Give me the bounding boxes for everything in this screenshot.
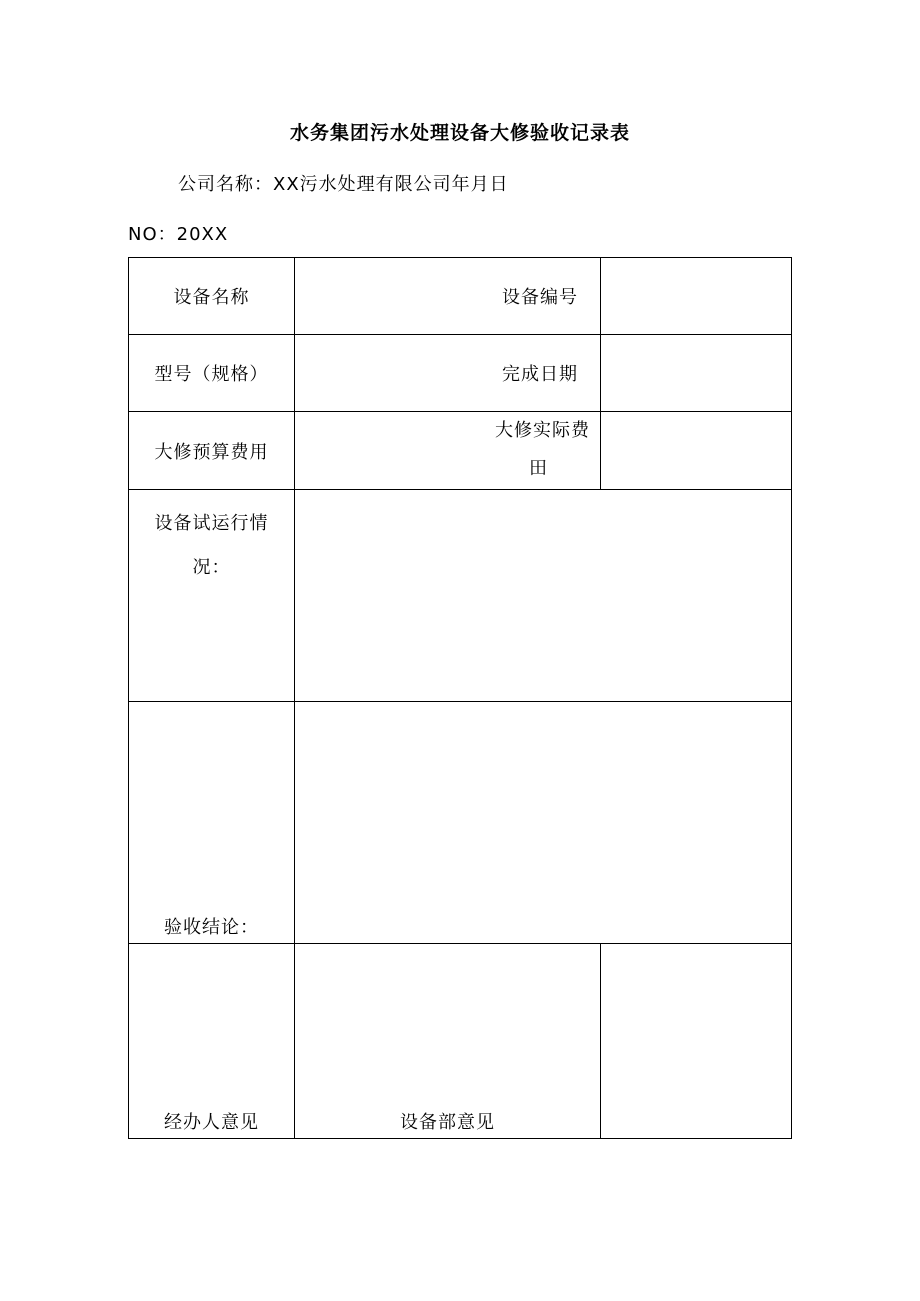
dept-opinion-label-cell[interactable] <box>295 944 601 1139</box>
actual-cost-value-cell[interactable] <box>601 412 792 490</box>
row-acceptance <box>129 702 792 944</box>
row-opinions <box>129 944 792 1139</box>
trial-run-label-line2: 况： <box>192 557 231 578</box>
actual-cost-label-line1: 大修实际费 <box>495 420 590 441</box>
actual-cost-label-line2: 田 <box>529 458 548 479</box>
row-cost <box>129 412 792 490</box>
document-number: NO：20XX <box>128 224 229 245</box>
equipment-name-label-cell <box>129 258 295 335</box>
handler-opinion-label: 经办人意见 <box>164 1112 259 1133</box>
budget-cost-label: 大修预算费用 <box>154 441 269 463</box>
acceptance-value-cell[interactable] <box>295 702 792 944</box>
budget-cost-value-cell[interactable] <box>295 412 601 490</box>
equipment-name-value-cell[interactable] <box>295 258 601 335</box>
row-equipment-name <box>129 258 792 335</box>
acceptance-label-cell <box>129 702 295 944</box>
equipment-number-value-cell[interactable] <box>601 258 792 335</box>
dept-opinion-label: 设备部意见 <box>400 1112 495 1133</box>
model-value-cell[interactable] <box>295 335 601 412</box>
equipment-number-label: 设备编号 <box>502 287 578 308</box>
row-model <box>129 335 792 412</box>
completion-date-label: 完成日期 <box>502 364 578 385</box>
document-title: 水务集团污水处理设备大修验收记录表 <box>289 122 630 144</box>
completion-date-value-cell[interactable] <box>601 335 792 412</box>
budget-cost-label-cell <box>129 412 295 490</box>
acceptance-label: 验收结论： <box>164 917 259 938</box>
trial-run-value-cell[interactable] <box>295 490 792 702</box>
handler-opinion-cell[interactable] <box>129 944 295 1139</box>
company-line: 公司名称：XX污水处理有限公司年月日 <box>178 174 509 195</box>
acceptance-record-table <box>128 257 792 1139</box>
dept-opinion-value-cell[interactable] <box>601 944 792 1139</box>
trial-run-label-cell <box>129 490 295 702</box>
model-label: 型号（规格） <box>154 364 269 385</box>
trial-run-label-line1: 设备试运行情 <box>154 513 269 534</box>
equipment-name-label: 设备名称 <box>173 287 250 308</box>
model-label-cell <box>129 335 295 412</box>
row-trial-run <box>129 490 792 702</box>
